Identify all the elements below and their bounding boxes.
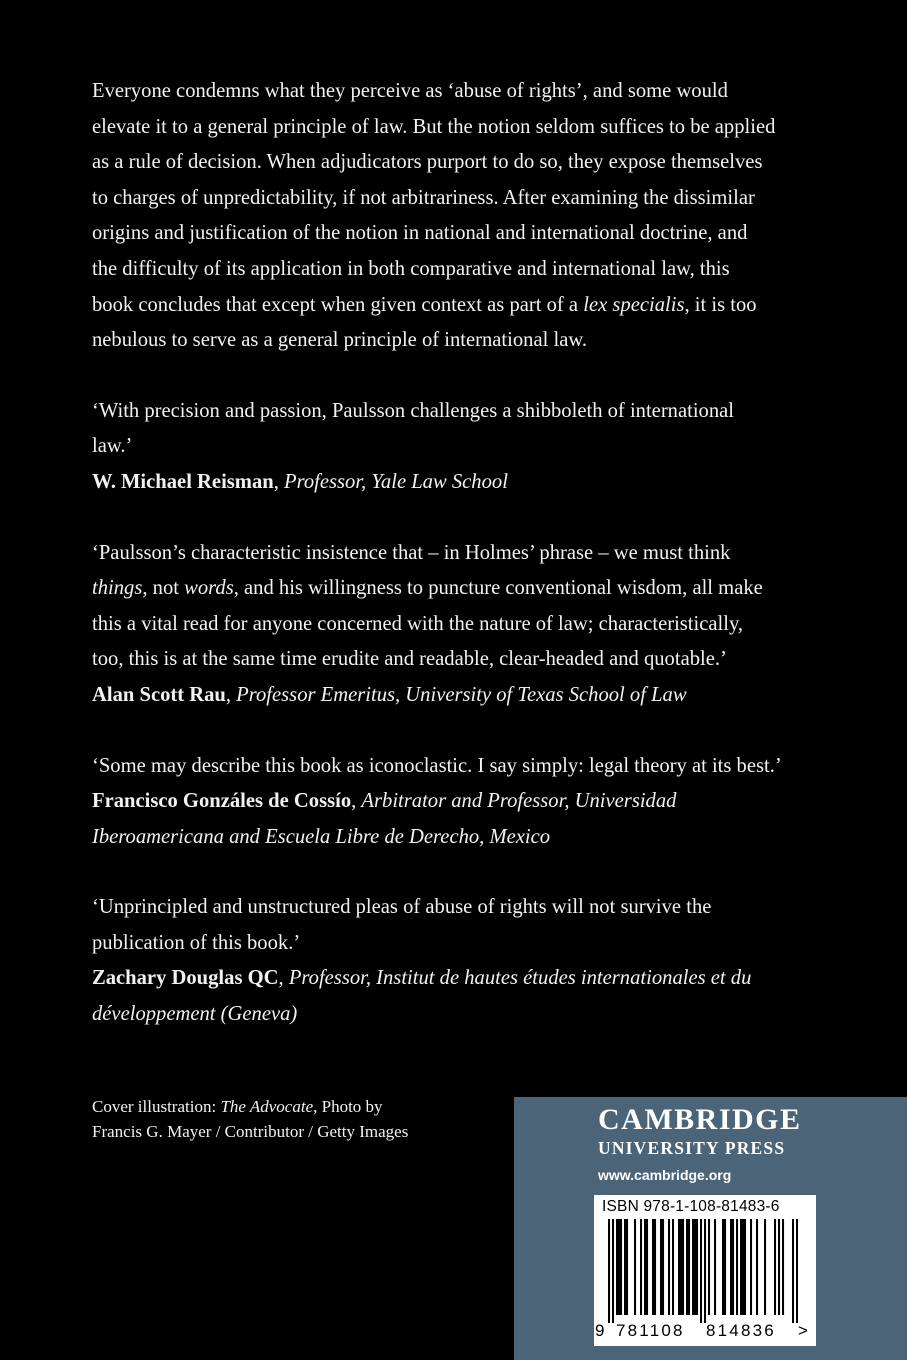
barcode-bar [678,1219,680,1315]
quote-line: ‘Some may describe this book as iconoclastic. I say simply: legal theory at its best.’ [92,754,782,777]
barcode-digits-left: 781108 [616,1321,685,1340]
quote-line: , and his willingness to puncture conventional wisdom, all make [233,577,763,600]
barcode-bar [680,1219,682,1315]
barcode-bar [616,1219,618,1315]
barcode-bar [700,1219,702,1323]
blurb-line: elevate it to a general principle of law. But the notion seldom suffices to be applied [92,115,776,138]
barcode-bar [740,1219,742,1315]
barcode-bar [778,1219,780,1315]
barcode-bar [624,1219,626,1315]
quote-separator: , [273,470,285,493]
barcode-bar [608,1219,610,1323]
credit-line: Francis G. Mayer / Contributor / Getty Images [92,1122,409,1141]
quote-separator: , [225,683,237,706]
barcode-bar [646,1219,648,1315]
barcode-bar [792,1219,794,1323]
quote-affiliation: Iberoamericana and Escuela Libre de Derecho, Mexico [92,825,551,848]
blurb-line: the difficulty of its application in both comparative and international law, this [92,257,730,280]
cover-illustration-credit [92,1094,492,1144]
quote-affiliation: Professor, Institut de hautes études internationales et du [288,967,752,990]
blurb-italic-term: lex specialis [583,293,685,316]
back-cover-text [92,74,852,1068]
quote-affiliation: développement (Geneva) [92,1003,298,1026]
quote-line: ‘Paulsson’s characteristic insistence that – in Holmes’ phrase – we must think [92,541,731,564]
quote-affiliation: Professor Emeritus, University of Texas School of Law [236,683,687,706]
barcode-bar [694,1219,696,1315]
blurb-line: to charges of unpredictability, if not arbitrariness. After examining the dissimilar [92,186,755,209]
barcode-digits-right: 814836 [706,1321,776,1340]
endorsement-reisman [92,394,852,501]
book-description [92,74,852,359]
quote-line: ‘Unprincipled and unstructured pleas of abuse of rights will not survive the [92,896,712,919]
barcode-bar [782,1219,784,1315]
barcode-bar [634,1219,636,1315]
credit-artwork-title: The Advocate [220,1097,314,1116]
barcode-bar [796,1219,798,1323]
quote-author: Zachary Douglas QC [92,967,279,990]
barcode-bar [750,1219,752,1315]
barcode-bar [764,1219,766,1315]
quote-italic-word: words [184,577,234,600]
barcode-bar [756,1219,758,1315]
quote-line: publication of this book.’ [92,931,301,954]
endorsement-rau [92,536,852,714]
barcode-bar [732,1219,734,1315]
barcode-bar [724,1219,726,1315]
publisher-press: UNIVERSITY PRESS [598,1138,786,1158]
barcode-bar [672,1219,674,1315]
publisher-box [514,1097,907,1360]
quote-separator: , [278,967,289,990]
barcode-bar [744,1219,746,1315]
barcode-bar [626,1219,628,1315]
blurb-line: nebulous to serve as a general principle of international law. [92,329,588,352]
quote-affiliation: Arbitrator and Professor, Universidad [361,790,677,813]
barcode-bars [608,1219,798,1323]
barcode-bar [662,1219,664,1315]
barcode-bar [704,1219,706,1323]
quote-author: Francisco Gonzáles de Cossío [92,790,352,813]
quote-author: W. Michael Reisman [92,470,274,493]
quote-line: law.’ [92,435,133,458]
isbn-barcode [594,1195,816,1346]
barcode-bar [730,1219,732,1315]
blurb-line: origins and justification of the notion in national and international doctrine, and [92,222,748,245]
blurb-line: , it is too [684,293,757,316]
quote-line: too, this is at the same time erudite and readable, clear-headed and quotable.’ [92,648,727,671]
barcode-bar [714,1219,716,1315]
quote-line: ‘With precision and passion, Paulsson challenges a shibboleth of international [92,399,735,422]
barcode-bar [612,1219,614,1323]
barcode-bar [652,1219,654,1315]
credit-prefix: Cover illustration: [92,1097,221,1116]
endorsement-douglas [92,890,852,1032]
blurb-line: book concludes that except when given context as part of a [92,293,584,316]
barcode-bar [736,1219,738,1315]
endorsement-gonzales [92,749,852,856]
isbn-label: ISBN 978-1-108-81483-6 [602,1198,780,1215]
quote-author: Alan Scott Rau [92,683,226,706]
barcode-bar [654,1219,656,1315]
barcode-bar [742,1219,744,1315]
barcode-bar [688,1219,690,1315]
barcode-bar [640,1219,642,1315]
credit-line: , Photo by [313,1097,383,1116]
blurb-line: Everyone condemns what they perceive as ‘abuse of rights’, and some would [92,80,728,102]
barcode-quiet-zone-mark: > [798,1321,808,1340]
barcode-bar [682,1219,684,1315]
barcode-digit-first: 9 [595,1321,605,1340]
quote-affiliation: Professor, Yale Law School [284,470,508,493]
barcode-bar [686,1219,688,1315]
quote-italic-word: things [92,577,143,600]
barcode-bar [644,1219,646,1315]
barcode-bar [696,1219,698,1315]
barcode-bar [660,1219,662,1315]
publisher-name: CAMBRIDGE [598,1103,802,1136]
barcode-bar [692,1219,694,1315]
barcode-bar [722,1219,724,1315]
quote-separator: , [351,790,362,813]
quote-line: this a vital read for anyone concerned with the nature of law; characteristically, [92,612,744,635]
barcode-bar [618,1219,620,1315]
publisher-url: www.cambridge.org [598,1167,732,1183]
barcode-bar [708,1219,710,1315]
barcode-bar [620,1219,622,1315]
quote-line: , not [142,577,185,600]
barcode-bar [774,1219,776,1315]
barcode-bar [668,1219,670,1315]
blurb-line: as a rule of decision. When adjudicators purport to do so, they expose themselves [92,151,763,174]
